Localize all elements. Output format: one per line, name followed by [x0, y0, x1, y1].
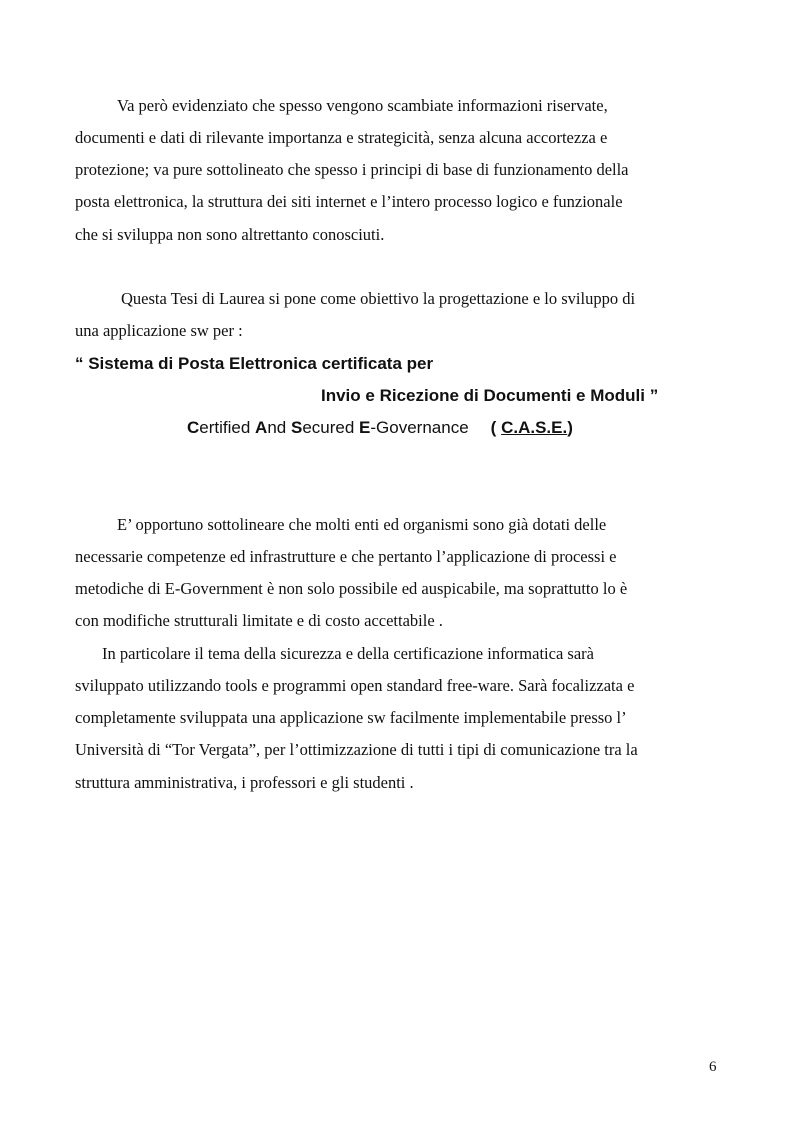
paragraph-line: Questa Tesi di Laurea si pone come obiettivo la progettazione e lo sviluppo di [121, 289, 636, 308]
paragraph-line: che si sviluppa non sono altrettanto conosciuti. [75, 225, 385, 244]
title-line-2: Invio e Ricezione di Documenti e Moduli ” [321, 386, 659, 405]
acronym-initial: E [359, 418, 371, 437]
acronym-word-rest: ecured [302, 418, 355, 437]
paragraph-line: con modifiche strutturali limitate e di costo accettabile . [75, 611, 443, 630]
acronym-word-rest: ertified [199, 418, 251, 437]
paragraph-line: Va però evidenziato che spesso vengono scambiate informazioni riservate, [117, 96, 608, 115]
paragraph-line: necessarie competenze ed infrastrutture e che pertanto l’applicazione di processi e [75, 547, 617, 566]
paragraph-line: E’ opportuno sottolineare che molti enti ed organismi sono già dotati delle [117, 515, 607, 534]
paragraph-line: protezione; va pure sottolineato che spesso i principi di base di funzionamento della [75, 160, 629, 179]
acronym-abbreviation: C.A.S.E. [501, 418, 568, 437]
acronym-initial: S [290, 418, 303, 437]
acronym-word-rest: -Governance [370, 418, 469, 437]
paragraph-line: documenti e dati di rilevante importanza e strategicità, senza alcuna accortezza e [75, 128, 608, 147]
acronym-initial: C [187, 418, 200, 437]
acronym-initial: A [255, 418, 268, 437]
acronym-close-paren: ) [567, 418, 573, 437]
acronym-line [187, 418, 573, 438]
page-number: 6 [709, 1059, 717, 1075]
acronym-word-rest: nd [267, 418, 287, 437]
paragraph-line: Università di “Tor Vergata”, per l’ottimizzazione di tutti i tipi di comunicazione tra la [75, 740, 638, 759]
paragraph-line: metodiche di E-Government è non solo possibile ed auspicabile, ma soprattutto lo è [75, 579, 628, 598]
paragraph-line: struttura amministrativa, i professori e gli studenti . [75, 773, 414, 792]
paragraph-line: posta elettronica, la struttura dei siti internet e l’intero processo logico e funzionale [75, 192, 623, 211]
paragraph-line: In particolare il tema della sicurezza e della certificazione informatica sarà [102, 644, 594, 663]
paragraph-line: sviluppato utilizzando tools e programmi open standard free-ware. Sarà focalizzata e [75, 676, 635, 695]
title-line-1: “ Sistema di Posta Elettronica certificata per [75, 354, 434, 373]
acronym-open-paren: ( [490, 418, 502, 437]
paragraph-line: una applicazione sw per : [75, 321, 243, 340]
paragraph-line: completamente sviluppata una applicazione sw facilmente implementabile presso l’ [75, 708, 627, 727]
